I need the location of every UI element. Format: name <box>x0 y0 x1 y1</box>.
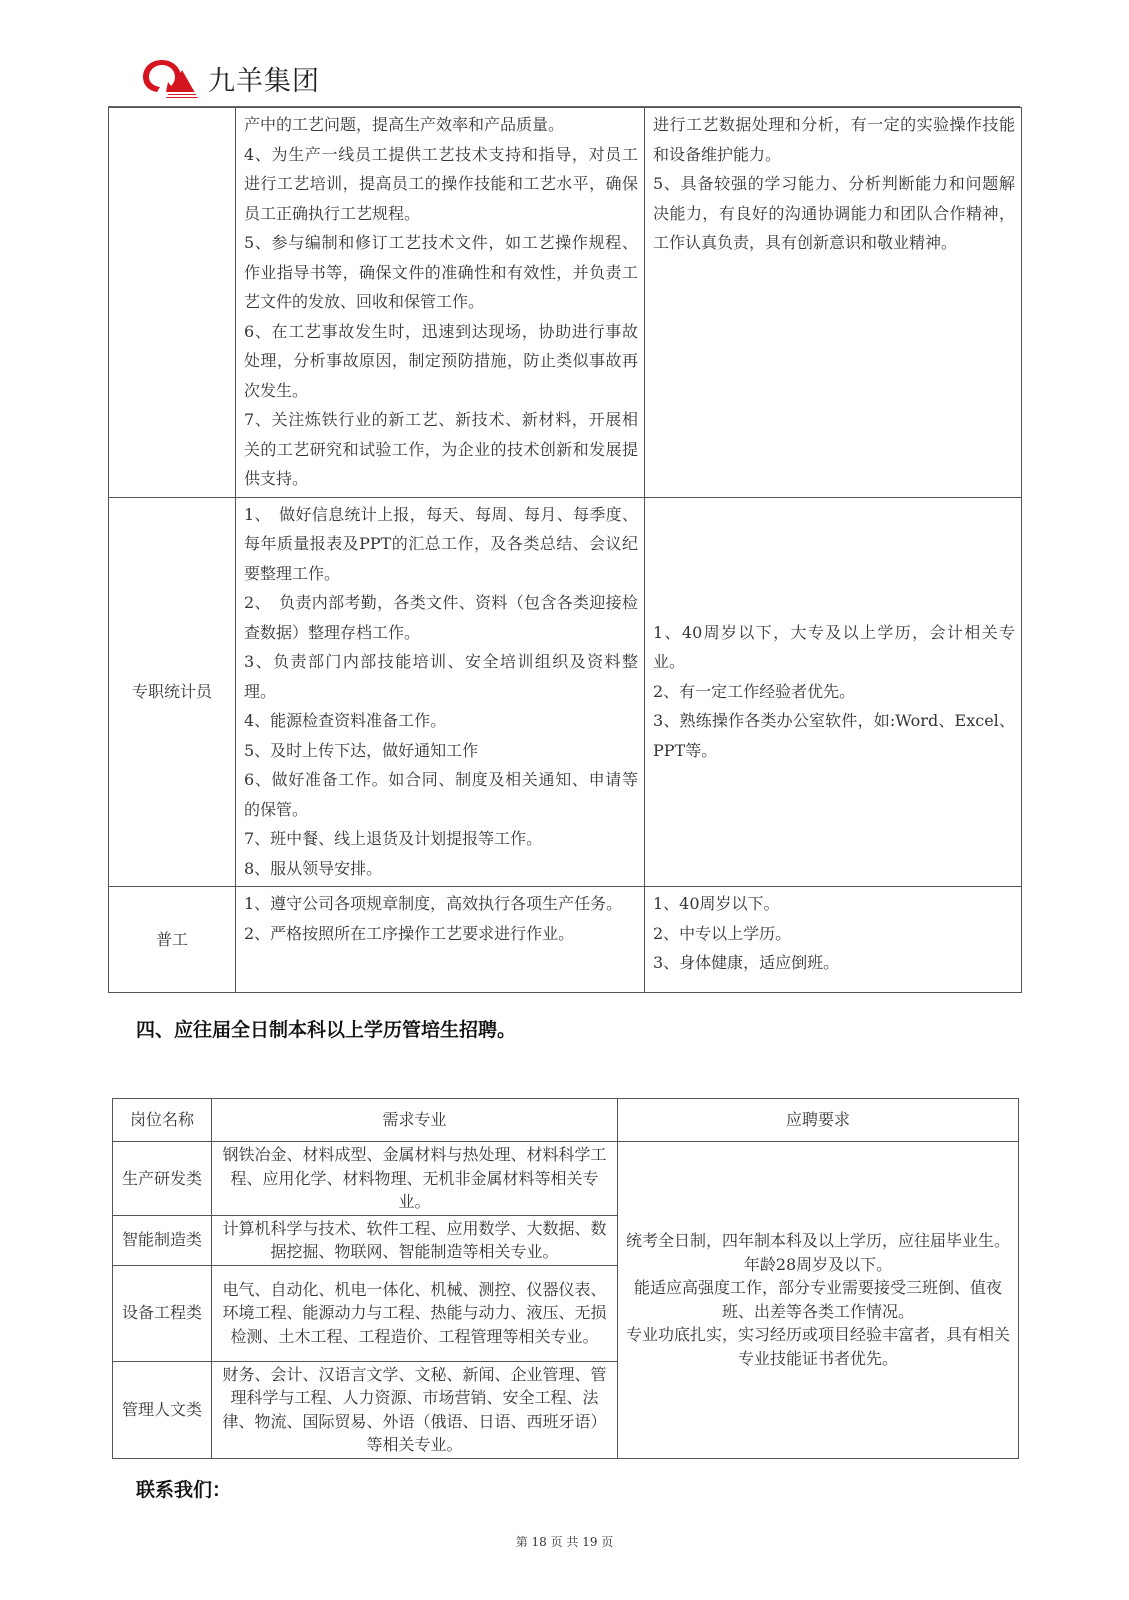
requirement-item: 进行工艺数据处理和分析，有一定的实验操作技能和设备维护能力。 <box>653 115 1015 164</box>
requirement-item: 专业功底扎实，实习经历或项目经验丰富者，具有相关专业技能证书者优先。 <box>625 1325 1010 1368</box>
duty-item: 5、参与编制和修订工艺技术文件，如工艺操作规程、作业指导书等，确保文件的准确性和有效性，并负责工艺文件的发放、回收和保管工作。 <box>244 233 638 311</box>
table-row <box>113 1142 1019 1216</box>
requirement-item: 1、40周岁以下，大专及以上学历，会计相关专业。 <box>653 622 1015 671</box>
duty-item: 6、在工艺事故发生时，迅速到达现场，协助进行事故处理，分析事故原因，制定预防措施，防止类似事故再次发生。 <box>244 321 638 400</box>
duty-item: 4、为生产一线员工提供工艺技术支持和指导，对员工进行工艺培训，提高员工的操作技能和工艺水平，确保员工正确执行工艺规程。 <box>244 144 638 223</box>
trainee-recruitment-table <box>112 1098 1019 1459</box>
column-header: 应聘要求 <box>618 1099 1019 1142</box>
duties-cell <box>236 497 645 887</box>
requirement-item: 2、中专以上学历。 <box>653 923 792 943</box>
requirement-item: 5、具备较强的学习能力、分析判断能力和问题解决能力，有良好的沟通协调能力和团队合作精神，工作认真负责，具有创新意识和敬业精神。 <box>653 174 1015 252</box>
requirement-item: 能适应高强度工作，部分专业需要接受三班倒、值夜班、出差等各类工作情况。 <box>633 1278 1002 1321</box>
table-row <box>109 887 1022 993</box>
duty-item: 产中的工艺问题，提高生产效率和产品质量。 <box>244 115 565 134</box>
role-cell: 普工 <box>109 887 236 993</box>
duty-item: 1、遵守公司各项规章制度，高效执行各项生产任务。 <box>244 894 623 913</box>
requirements-cell <box>645 497 1022 887</box>
jiuyang-logo-icon <box>140 54 204 102</box>
requirement-item: 3、熟练操作各类办公室软件，如:Word、Excel、PPT等。 <box>653 711 1015 760</box>
duties-cell <box>236 887 645 993</box>
role-cell <box>109 108 236 498</box>
requirement-item: 2、有一定工作经验者优先。 <box>653 681 856 701</box>
contact-heading: 联系我们： <box>136 1479 232 1501</box>
column-header: 岗位名称 <box>113 1099 212 1142</box>
table-header-row <box>113 1099 1019 1142</box>
column-header: 需求专业 <box>212 1099 618 1142</box>
duty-item: 5、及时上传下达，做好通知工作 <box>244 740 479 760</box>
duty-item: 7、班中餐、线上退货及计划提报等工作。 <box>244 829 543 848</box>
majors-cell: 电气、自动化、机电一体化、机械、测控、仪器仪表、环境工程、能源动力与工程、热能与动力、液压、无损检测、土木工程、工程造价、工程管理等相关专业。 <box>212 1265 618 1361</box>
job-duties-table <box>108 107 1022 993</box>
duty-item: 6、做好准备工作。如合同、制度及相关通知、申请等的保管。 <box>244 770 638 819</box>
logo-text: 九羊集团 <box>208 65 320 97</box>
majors-cell: 钢铁冶金、材料成型、金属材料与热处理、材料科学工程、应用化学、材料物理、无机非金属材料等相关专业。 <box>212 1142 618 1216</box>
duty-item: 8、服从领导安排。 <box>244 858 383 878</box>
category-cell: 生产研发类 <box>113 1142 212 1216</box>
majors-cell: 财务、会计、汉语言文学、文秘、新闻、企业管理、管理科学与工程、人力资源、市场营销、安全工程、法律、物流、国际贸易、外语（俄语、日语、西班牙语）等相关专业。 <box>212 1361 618 1458</box>
duty-item: 1、 做好信息统计上报，每天、每周、每月、每季度、每年质量报表及PPT的汇总工作，及各类总结、会议纪要整理工作。 <box>244 504 638 583</box>
requirement-item: 统考全日制，四年制本科及以上学历，应往届毕业生。 <box>625 1231 1010 1251</box>
role-cell: 专职统计员 <box>109 497 236 887</box>
duties-cell <box>236 108 645 498</box>
requirement-item: 年龄28周岁及以下。 <box>743 1254 893 1274</box>
table-row <box>109 497 1022 887</box>
company-logo <box>140 52 320 104</box>
category-cell: 设备工程类 <box>113 1265 212 1361</box>
duty-item: 7、关注炼铁行业的新工艺、新技术、新材料，开展相关的工艺研究和试验工作，为企业的技术创新和发展提供支持。 <box>244 410 638 488</box>
duty-item: 2、严格按照所在工序操作工艺要求进行作业。 <box>244 923 575 943</box>
majors-cell: 计算机科学与技术、软件工程、应用数学、大数据、数据挖掘、物联网、智能制造等相关专业。 <box>212 1215 618 1265</box>
requirements-cell <box>618 1142 1019 1459</box>
requirements-cell <box>645 108 1022 498</box>
duty-item: 2、 负责内部考勤，各类文件、资料（包含各类迎接检查数据）整理存档工作。 <box>244 593 638 642</box>
duty-item: 3、负责部门内部技能培训、安全培训组织及资料整理。 <box>244 652 638 701</box>
category-cell: 智能制造类 <box>113 1215 212 1265</box>
duty-item: 4、能源检查资料准备工作。 <box>244 711 447 730</box>
requirement-item: 3、身体健康，适应倒班。 <box>653 953 840 972</box>
page-number: 第 18 页 共 19 页 <box>515 1535 614 1549</box>
requirement-item: 1、40周岁以下。 <box>653 894 780 913</box>
section-4-title: 四、应往届全日制本科以上学历管培生招聘。 <box>136 1019 517 1041</box>
category-cell: 管理人文类 <box>113 1361 212 1458</box>
table-row <box>109 108 1022 498</box>
requirements-cell <box>645 887 1022 993</box>
